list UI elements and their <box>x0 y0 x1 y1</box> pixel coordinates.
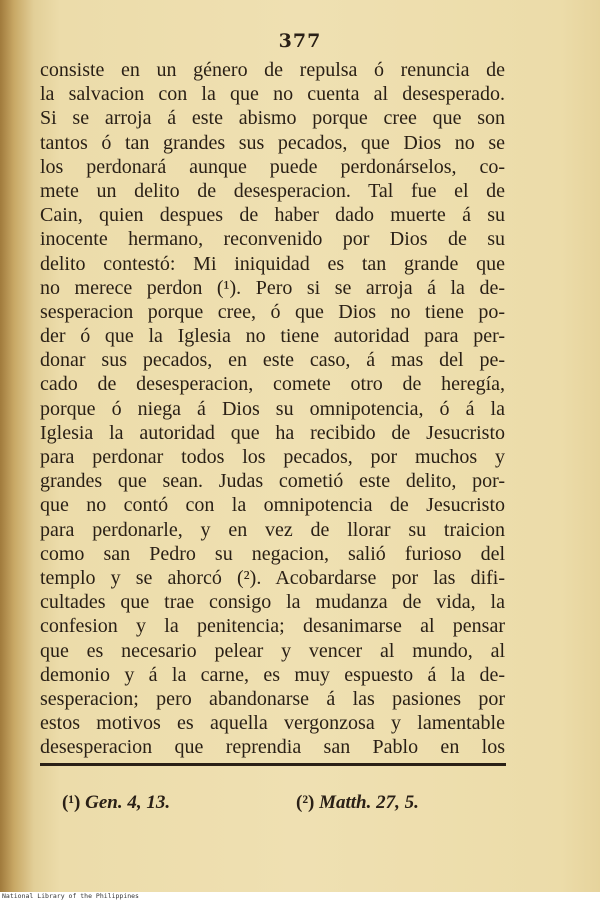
text-line: tantos ó tan grandes sus pecados, que Dios no se <box>40 131 505 154</box>
footnote-2 <box>296 792 419 814</box>
text-line: los perdonará aunque puede perdonárselos, co- <box>40 155 505 178</box>
text-line: la salvacion con la que no cuenta al desesperado. <box>40 83 505 106</box>
footnote-reference: Matth. 27, 5. <box>319 792 419 813</box>
page-number: 377 <box>278 30 322 52</box>
text-line: sesperacion; pero abandonarse á las pasiones por <box>40 687 505 710</box>
text-line: que es necesario pelear y vencer al mundo, al <box>40 639 505 662</box>
text-line: para perdonar todos los pecados, por muchos y <box>40 446 505 468</box>
text-line: Si se arroja á este abismo porque cree que son <box>40 107 505 130</box>
footnote-reference: Gen. 4, 13. <box>85 792 171 813</box>
text-line: que no contó con la omnipotencia de Jesucristo <box>40 494 505 517</box>
footnote-1 <box>62 792 170 814</box>
footnote-marker: (²) <box>296 792 315 813</box>
text-line: delito contestó: Mi iniquidad es tan grande que <box>40 252 505 275</box>
footnote-divider <box>40 763 506 766</box>
text-line: porque ó niega á Dios su omnipotencia, ó á la <box>40 397 505 420</box>
text-line: como san Pedro su negacion, salió furioso del <box>40 542 505 565</box>
text-line: demonio y á la carne, es muy espuesto á la de- <box>40 663 505 686</box>
text-line: para perdonarle, y en vez de llorar su traicion <box>40 518 505 541</box>
text-line: cultades que trae consigo la mudanza de vida, la <box>40 591 505 614</box>
text-line: mete un delito de desesperacion. Tal fue el de <box>40 179 505 202</box>
text-line: desesperacion que reprendia san Pablo en los <box>40 736 505 759</box>
text-line: inocente hermano, reconvenido por Dios de su <box>40 228 505 251</box>
text-line: grandes que sean. Judas cometió este delito, por- <box>40 470 505 493</box>
text-line: templo y se ahorcó (²). Acobardarse por las difi- <box>40 566 505 589</box>
text-line: der ó que la Iglesia no tiene autoridad para per- <box>40 325 505 348</box>
text-line: consiste en un género de repulsa ó renuncia de <box>40 59 505 81</box>
text-line: sesperacion porque cree, ó que Dios no tiene po- <box>40 300 505 323</box>
library-credit: National Library of the Philippines <box>2 892 139 900</box>
text-line: Iglesia la autoridad que ha recibido de Jesucristo <box>40 421 505 444</box>
text-line: estos motivos es aquella vergonzosa y lamentable <box>40 712 505 735</box>
text-line: cado de desesperacion, comete otro de heregía, <box>40 373 505 396</box>
text-line: confesion y la penitencia; desanimarse al pensar <box>40 615 505 638</box>
text-line: Cain, quien despues de haber dado muerte á su <box>40 204 505 227</box>
body-text <box>40 58 505 759</box>
footnote-marker: (¹) <box>62 792 81 813</box>
text-line: no merece perdon (¹). Pero si se arroja á la de- <box>40 276 505 299</box>
text-line: donar sus pecados, en este caso, á mas del pe- <box>40 349 505 372</box>
